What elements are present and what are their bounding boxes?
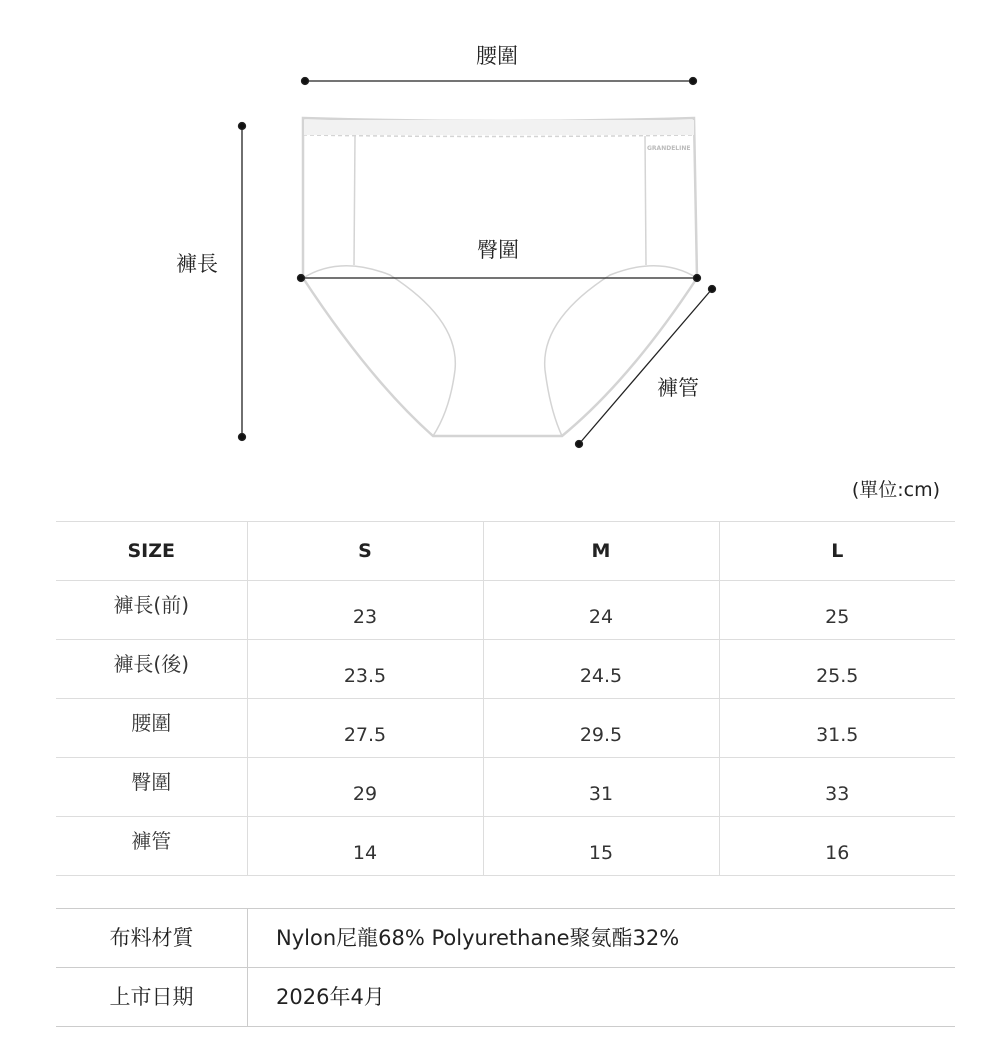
hip-label: 臀圍 <box>477 238 519 262</box>
cell: 29.5 <box>483 699 719 758</box>
leg-label: 褲管 <box>657 376 699 400</box>
row-label: 臀圍 <box>56 758 247 817</box>
cell: 15 <box>483 817 719 876</box>
info-row-release-date <box>56 968 955 1027</box>
header-cell: L <box>719 522 955 581</box>
table-row <box>56 581 955 640</box>
cell: 16 <box>719 817 955 876</box>
info-label: 布料材質 <box>56 909 248 968</box>
table-row <box>56 758 955 817</box>
table-row <box>56 640 955 699</box>
row-label: 褲管 <box>56 817 247 876</box>
row-label: 褲長(後) <box>56 640 247 699</box>
cell: 33 <box>719 758 955 817</box>
header-cell: SIZE <box>56 522 247 581</box>
row-label: 腰圍 <box>56 699 247 758</box>
unit-label: (單位:cm) <box>851 479 940 501</box>
header-cell: M <box>483 522 719 581</box>
cell: 31 <box>483 758 719 817</box>
cell: 25.5 <box>719 640 955 699</box>
cell: 25 <box>719 581 955 640</box>
briefs-outline <box>303 118 697 436</box>
table-row <box>56 817 955 876</box>
cell: 23 <box>247 581 483 640</box>
size-table <box>56 521 955 876</box>
length-label: 褲長 <box>176 252 218 276</box>
cell: 14 <box>247 817 483 876</box>
waist-label: 腰圍 <box>476 44 518 68</box>
cell: 29 <box>247 758 483 817</box>
row-label: 褲長(前) <box>56 581 247 640</box>
info-value: 2026年4月 <box>248 968 956 1027</box>
cell: 24.5 <box>483 640 719 699</box>
table-row <box>56 699 955 758</box>
info-table <box>56 908 955 1027</box>
brand-label: GRANDELINE <box>647 145 691 152</box>
info-row-material <box>56 909 955 968</box>
cell: 24 <box>483 581 719 640</box>
cell: 31.5 <box>719 699 955 758</box>
table-header-row <box>56 522 955 581</box>
info-label: 上市日期 <box>56 968 248 1027</box>
cell: 23.5 <box>247 640 483 699</box>
waistband <box>304 120 694 135</box>
header-cell: S <box>247 522 483 581</box>
cell: 27.5 <box>247 699 483 758</box>
info-value: Nylon尼龍68% Polyurethane聚氨酯32% <box>248 909 956 968</box>
garment-diagram <box>0 0 1000 470</box>
